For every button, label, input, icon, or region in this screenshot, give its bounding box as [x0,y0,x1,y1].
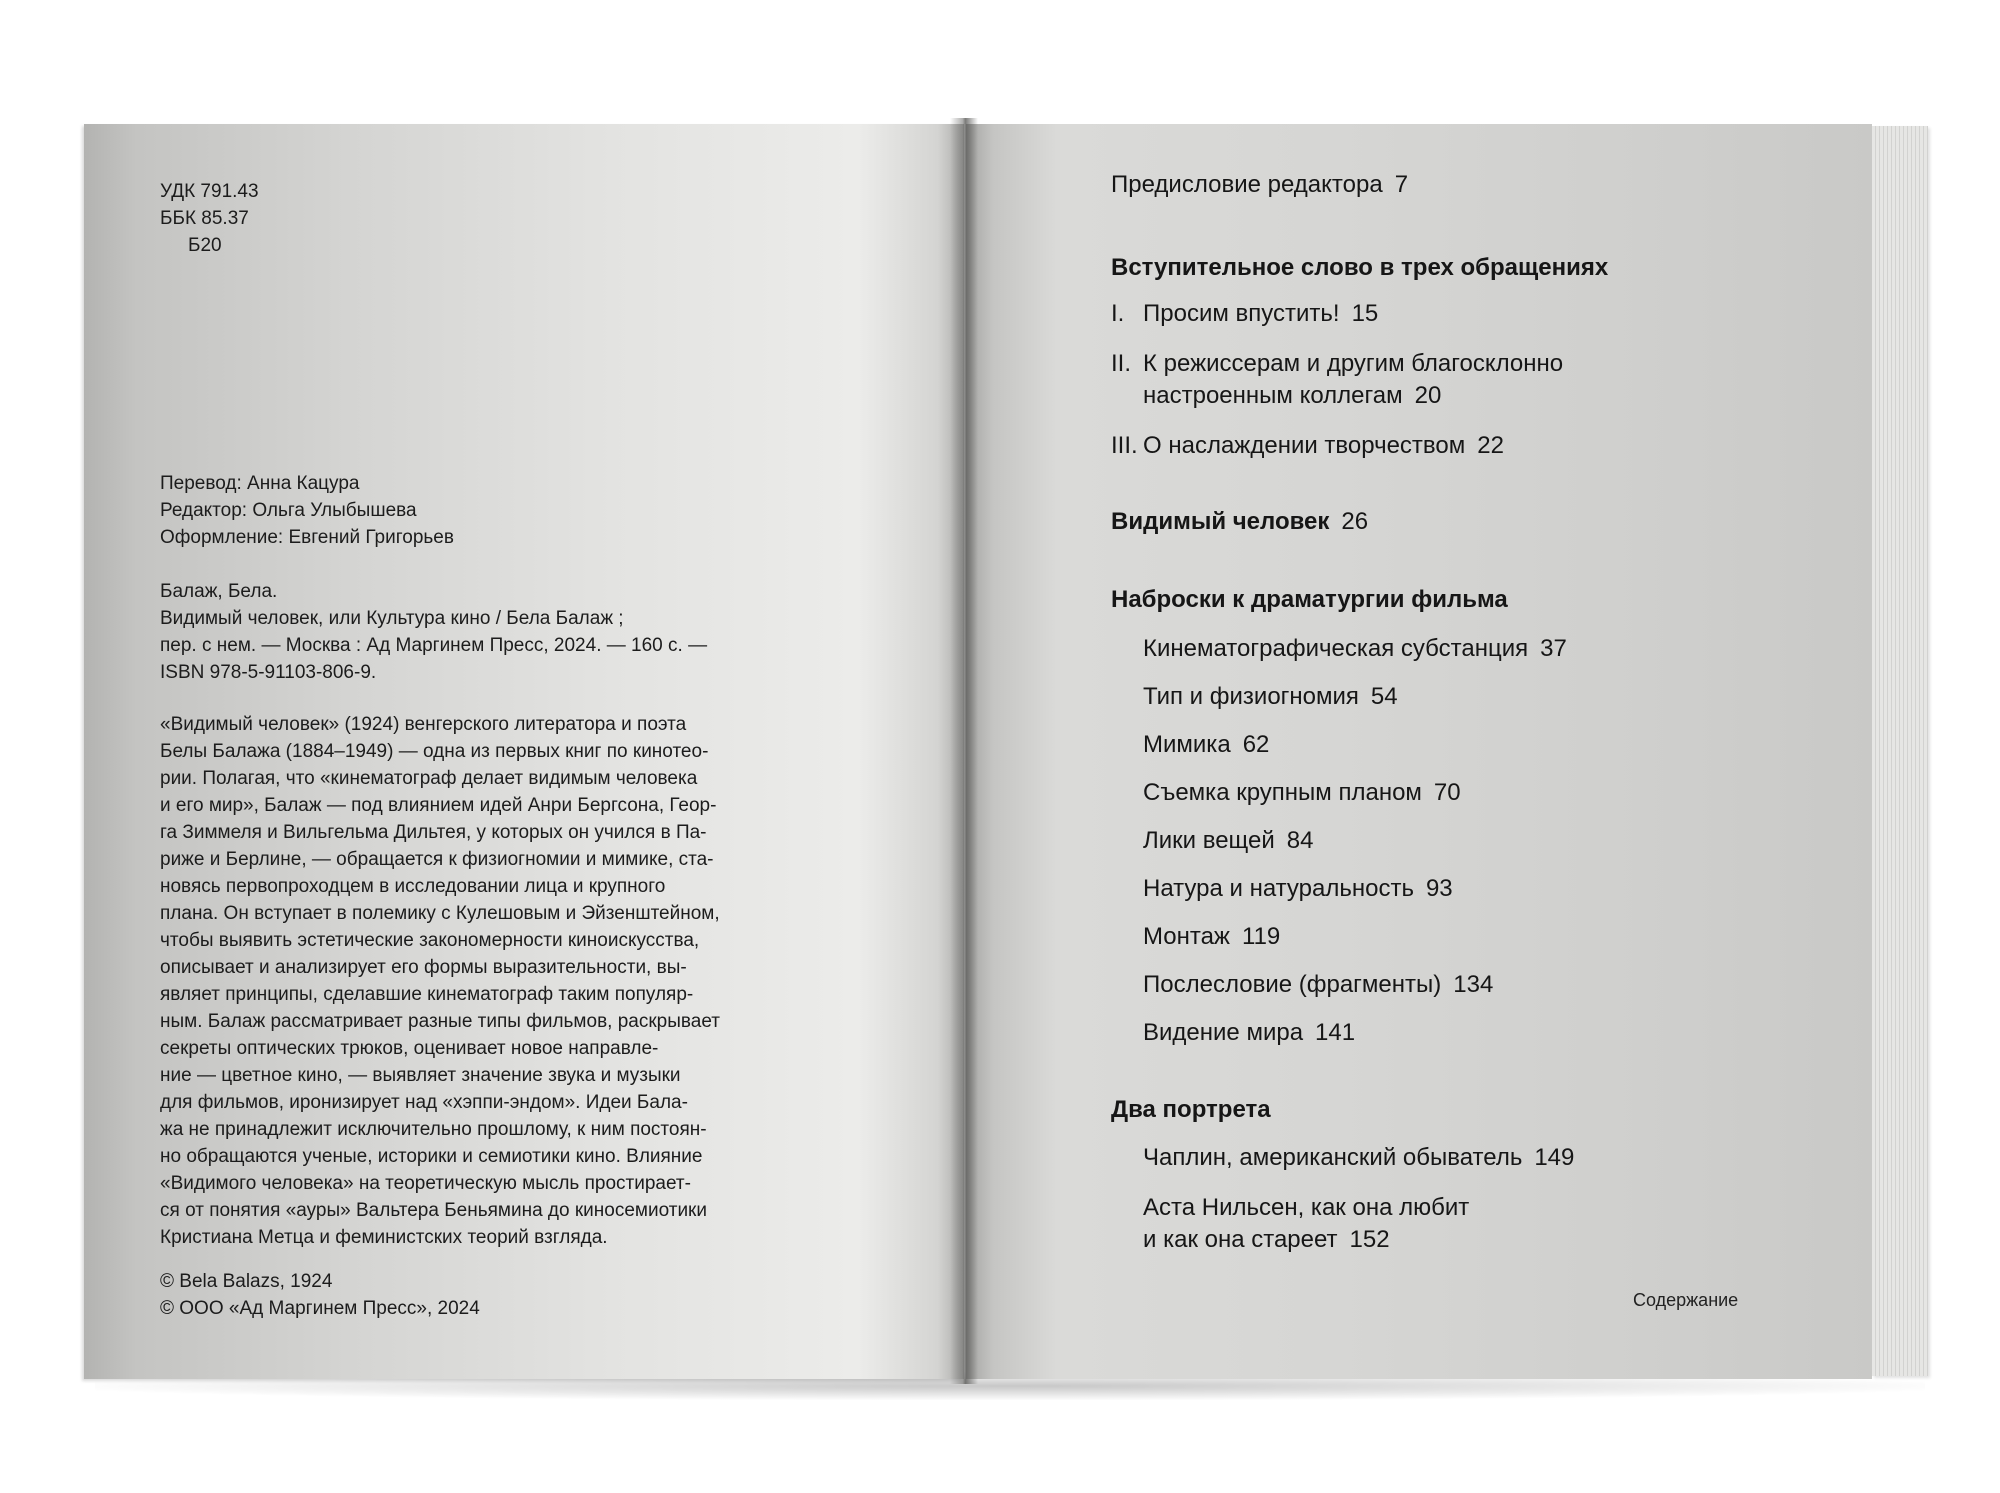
credit-line: Перевод: Анна Кацура [160,473,360,494]
bbk-code: ББК 85.37 [160,208,249,229]
toc-section-heading: Видимый человек 26 [1111,508,1369,535]
annotation-line: но обращаются ученые, историки и семиотики кино. Влияние [160,1146,703,1167]
annotation-line: описывает и анализирует его формы выразительности, вы- [160,957,687,978]
annotation-line: для фильмов, иронизирует над «хэппи-эндом». Идеи Бала- [160,1092,688,1113]
classification-codes [160,178,259,259]
toc-entry: Чаплин, американский обыватель 149 [1143,1144,1575,1171]
toc-entry: Тип и физиогномия 54 [1143,683,1398,710]
toc-entry: Аста Нильсен, как она любит и как она стареет 152 [1143,1194,1470,1253]
annotation-line: «Видимого человека» на теоретическую мысль простирает- [160,1173,691,1194]
udc-code: УДК 791.43 [160,181,259,202]
citation-line: пер. с нем. — Москва : Ад Маргинем Пресс, 2024. — 160 с. — [160,635,708,656]
citation-line: Балаж, Бела. [160,581,278,602]
toc-entry: Монтаж 119 [1143,923,1281,950]
annotation-line: жа не принадлежит исключительно прошлому, к ним постоян- [160,1119,707,1140]
annotation-line: чтобы выявить эстетические закономерности киноискусства, [160,930,700,951]
annotation-line: и его мир», Балаж — под влиянием идей Анри Бергсона, Геор- [160,795,717,816]
annotation-line: «Видимый человек» (1924) венгерского литератора и поэта [160,714,687,735]
annotation-line: Кристиана Метца и феминистских теорий взгляда. [160,1227,608,1248]
page-edges [1872,126,1928,1376]
annotation-line: ным. Балаж рассматривает разные типы фильмов, раскрывает [160,1011,720,1032]
credits [160,470,454,551]
toc-entry: Съемка крупным планом 70 [1143,779,1461,806]
running-footer: Содержание [1633,1290,1739,1310]
citation-line: Видимый человек, или Культура кино / Бела Балаж ; [160,608,624,629]
annotation-line: рии. Полагая, что «кинематограф делает видимым человека [160,768,698,789]
copyright-line: © ООО «Ад Маргинем Пресс», 2024 [160,1298,480,1319]
credit-line: Оформление: Евгений Григорьев [160,527,454,548]
toc-entry: Лики вещей 84 [1143,827,1314,854]
annotation-line: плана. Он вступает в полемику с Кулешовым и Эйзенштейном, [160,903,720,924]
toc-entry: Послесловие (фрагменты) 134 [1143,971,1494,998]
annotation-line: ние — цветное кино, — выявляет значение звука и музыки [160,1065,681,1086]
annotation-line: риже и Берлине, — обращается к физиогномии и мимике, ста- [160,849,714,870]
toc-section-heading: Вступительное слово в трех обращениях [1111,254,1609,281]
copyright [160,1268,480,1322]
toc-entry: Натура и натуральность 93 [1143,875,1453,902]
annotation-line: ся от понятия «ауры» Вальтера Беньямина до киносемиотики [160,1200,707,1221]
bibliographic-citation [160,578,707,686]
annotation-line: новясь первопроходцем в исследовании лица и крупного [160,876,666,897]
toc-entry: Мимика 62 [1143,731,1270,758]
annotation-line: являет принципы, сделавшие кинематограф таким популяр- [160,984,694,1005]
toc-section-heading: Два портрета [1111,1096,1271,1123]
citation-line: ISBN 978-5-91103-806-9. [160,662,377,683]
annotation-line: Белы Балажа (1884–1949) — одна из первых книг по кинотео- [160,741,709,762]
toc-entry: Видение мира 141 [1143,1019,1356,1046]
annotation-line: секреты оптических трюков, оценивает новое направле- [160,1038,659,1059]
toc-entry: I. Просим впустить! 15 [1111,300,1379,327]
toc-entry: Кинематографическая субстанция 37 [1143,635,1567,662]
annotation [160,711,800,1251]
copyright-line: © Bela Balazs, 1924 [160,1271,333,1292]
right-page [966,124,1872,1379]
credit-line: Редактор: Ольга Улыбышева [160,500,417,521]
annotation-line: га Зиммеля и Вильгельма Дильтея, у которых он учился в Па- [160,822,707,843]
toc-entry: III. О наслаждении творчеством 22 [1111,432,1504,459]
book-spine [950,118,978,1384]
toc-entry-preface: Предисловие редактора 7 [1111,171,1409,198]
author-mark: Б20 [188,235,222,256]
toc-entry: II. К режиссерам и другим благосклонно настроенным коллегам 20 [1111,350,1564,409]
toc-section-heading: Наброски к драматургии фильма [1111,586,1508,613]
